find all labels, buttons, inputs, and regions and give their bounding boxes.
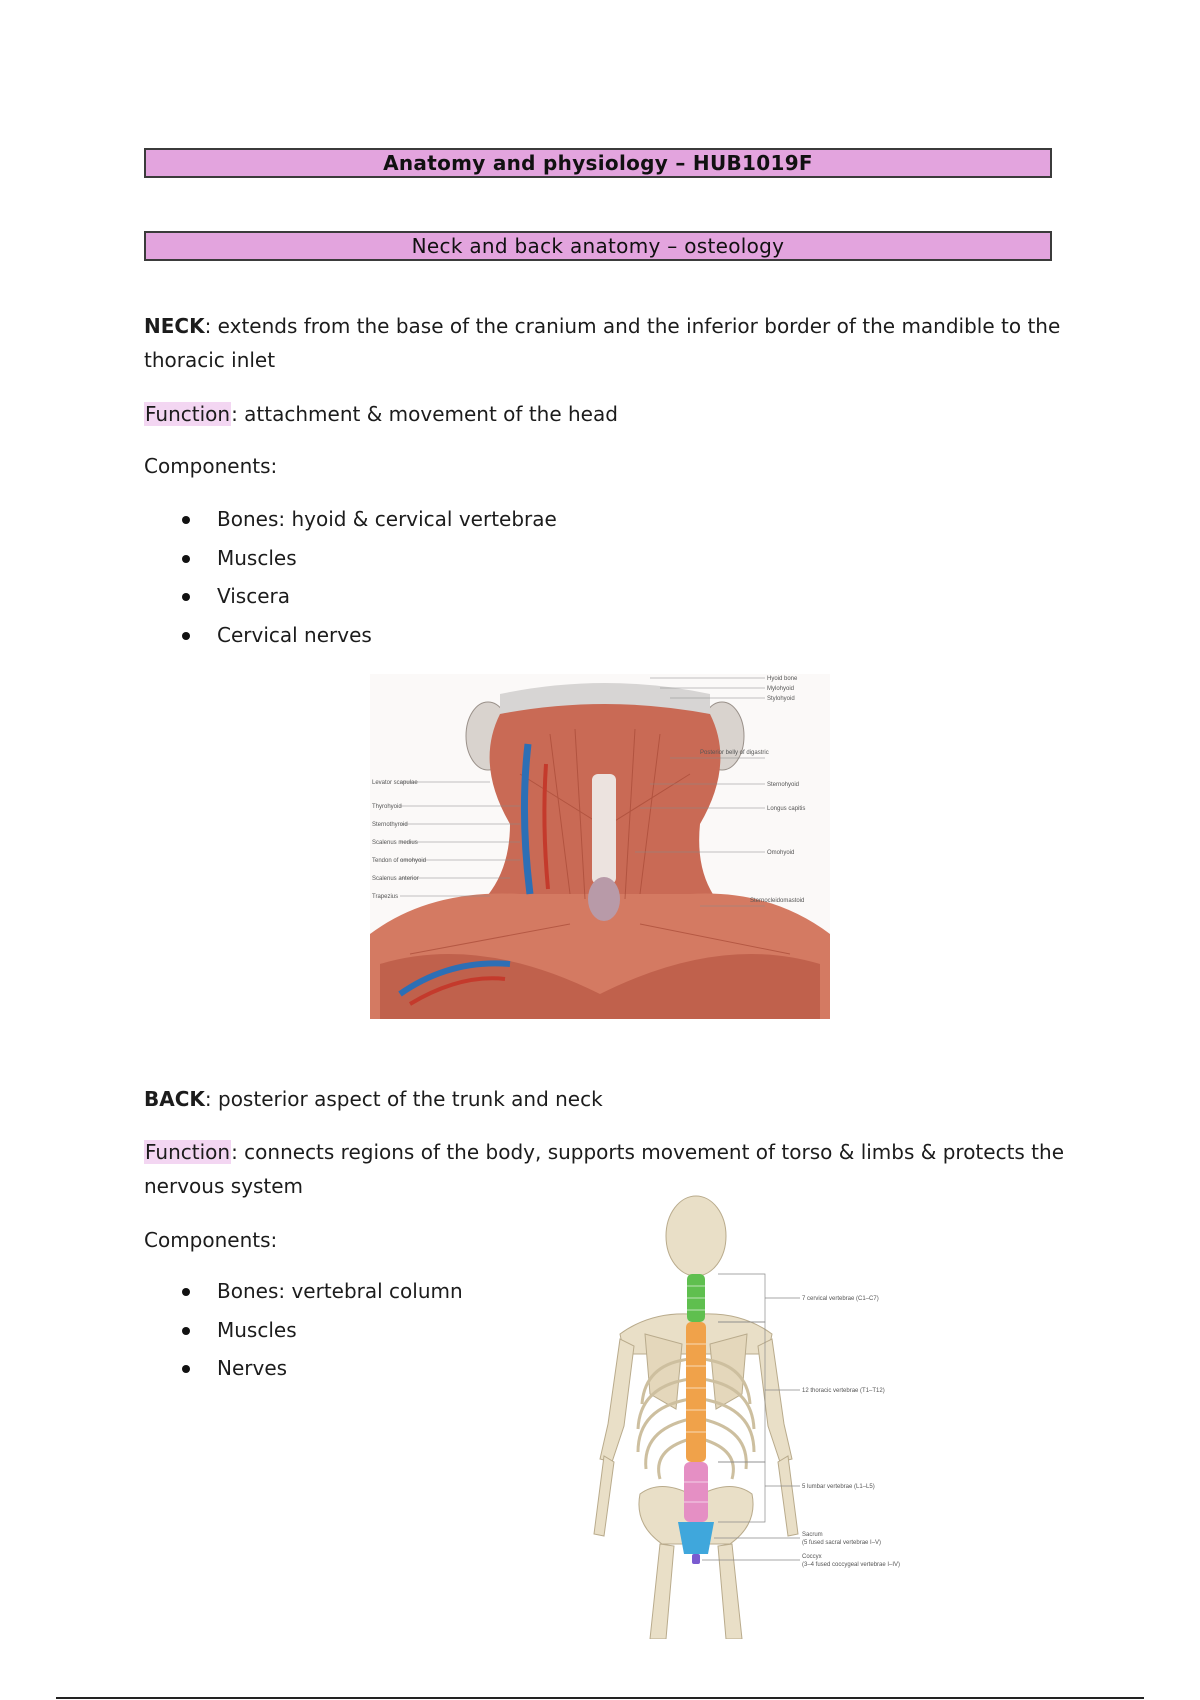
document-title: Anatomy and physiology – HUB1019F [383, 151, 813, 175]
neck-definition-text: : extends from the base of the cranium and the inferior border of the mandible to the thoracic inlet [144, 314, 1061, 372]
back-term: BACK [144, 1087, 205, 1111]
back-label-cervical: 7 cervical vertebrae (C1–C7) [802, 1296, 879, 1302]
neck-label-r4: Sternohyoid [767, 782, 800, 788]
list-item: Bones: hyoid & cervical vertebrae [180, 500, 557, 539]
neck-label-r2: Stylohyoid [767, 696, 795, 702]
neck-label-r3: Posterior belly of digastric [700, 750, 769, 756]
neck-label-r6: Omohyoid [767, 850, 795, 856]
neck-label-r1: Mylohyoid [767, 686, 795, 692]
neck-definition [144, 309, 1064, 377]
neck-components-label: Components: [144, 454, 278, 478]
document-title-banner [144, 148, 1052, 178]
neck-label-r0: Hyoid bone [767, 676, 798, 682]
list-item: Cervical nerves [180, 616, 557, 655]
neck-components-list [180, 500, 557, 654]
back-label-sacrum-title: Sacrum [802, 1532, 823, 1538]
back-function-label: Function [145, 1140, 231, 1164]
footer-rule [56, 1697, 1144, 1699]
neck-term: NECK [144, 314, 205, 338]
neck-label-l4: Tendon of omohyoid [372, 858, 427, 864]
neck-function-text: : attachment & movement of the head [231, 402, 618, 426]
neck-label-r7: Sternocleidomastoid [750, 898, 805, 904]
list-item: Muscles [180, 1311, 463, 1350]
neck-function [144, 397, 1064, 431]
back-label-sacrum-detail: (5 fused sacral vertebrae I–V) [802, 1540, 882, 1546]
vertebral-column-illustration [590, 1194, 910, 1639]
list-item: Bones: vertebral column [180, 1272, 463, 1311]
neck-label-l6: Trapezius [372, 894, 399, 900]
back-definition [144, 1082, 1064, 1116]
back-label-thoracic: 12 thoracic vertebrae (T1–T12) [802, 1388, 885, 1394]
neck-anatomy-illustration [370, 674, 830, 1019]
list-item: Viscera [180, 577, 557, 616]
neck-label-l3: Scalenus medius [372, 840, 418, 846]
section-title-banner [144, 231, 1052, 261]
back-definition-text: : posterior aspect of the trunk and neck [204, 1087, 603, 1111]
back-label-coccyx-detail: (3–4 fused coccygeal vertebrae I–IV) [802, 1562, 901, 1568]
back-function [144, 1135, 1064, 1203]
neck-label-l2: Sternothyroid [372, 822, 408, 828]
back-label-lumbar: 5 lumbar vertebrae (L1–L5) [802, 1484, 875, 1490]
list-item: Nerves [180, 1349, 463, 1388]
back-components-label: Components: [144, 1228, 278, 1252]
neck-function-label: Function [145, 402, 231, 426]
list-item: Muscles [180, 539, 557, 578]
neck-label-l5: Scalenus anterior [372, 876, 419, 882]
neck-label-l0: Levator scapulae [372, 780, 418, 786]
neck-label-l1: Thyrohyoid [372, 804, 402, 810]
back-function-text: : connects regions of the body, supports movement of torso & limbs & protects the nervous system [144, 1140, 1065, 1198]
section-title: Neck and back anatomy – osteology [411, 234, 785, 258]
back-components-list [180, 1272, 463, 1388]
neck-label-r5: Longus capitis [767, 806, 806, 812]
back-label-coccyx-title: Coccyx [802, 1554, 822, 1560]
